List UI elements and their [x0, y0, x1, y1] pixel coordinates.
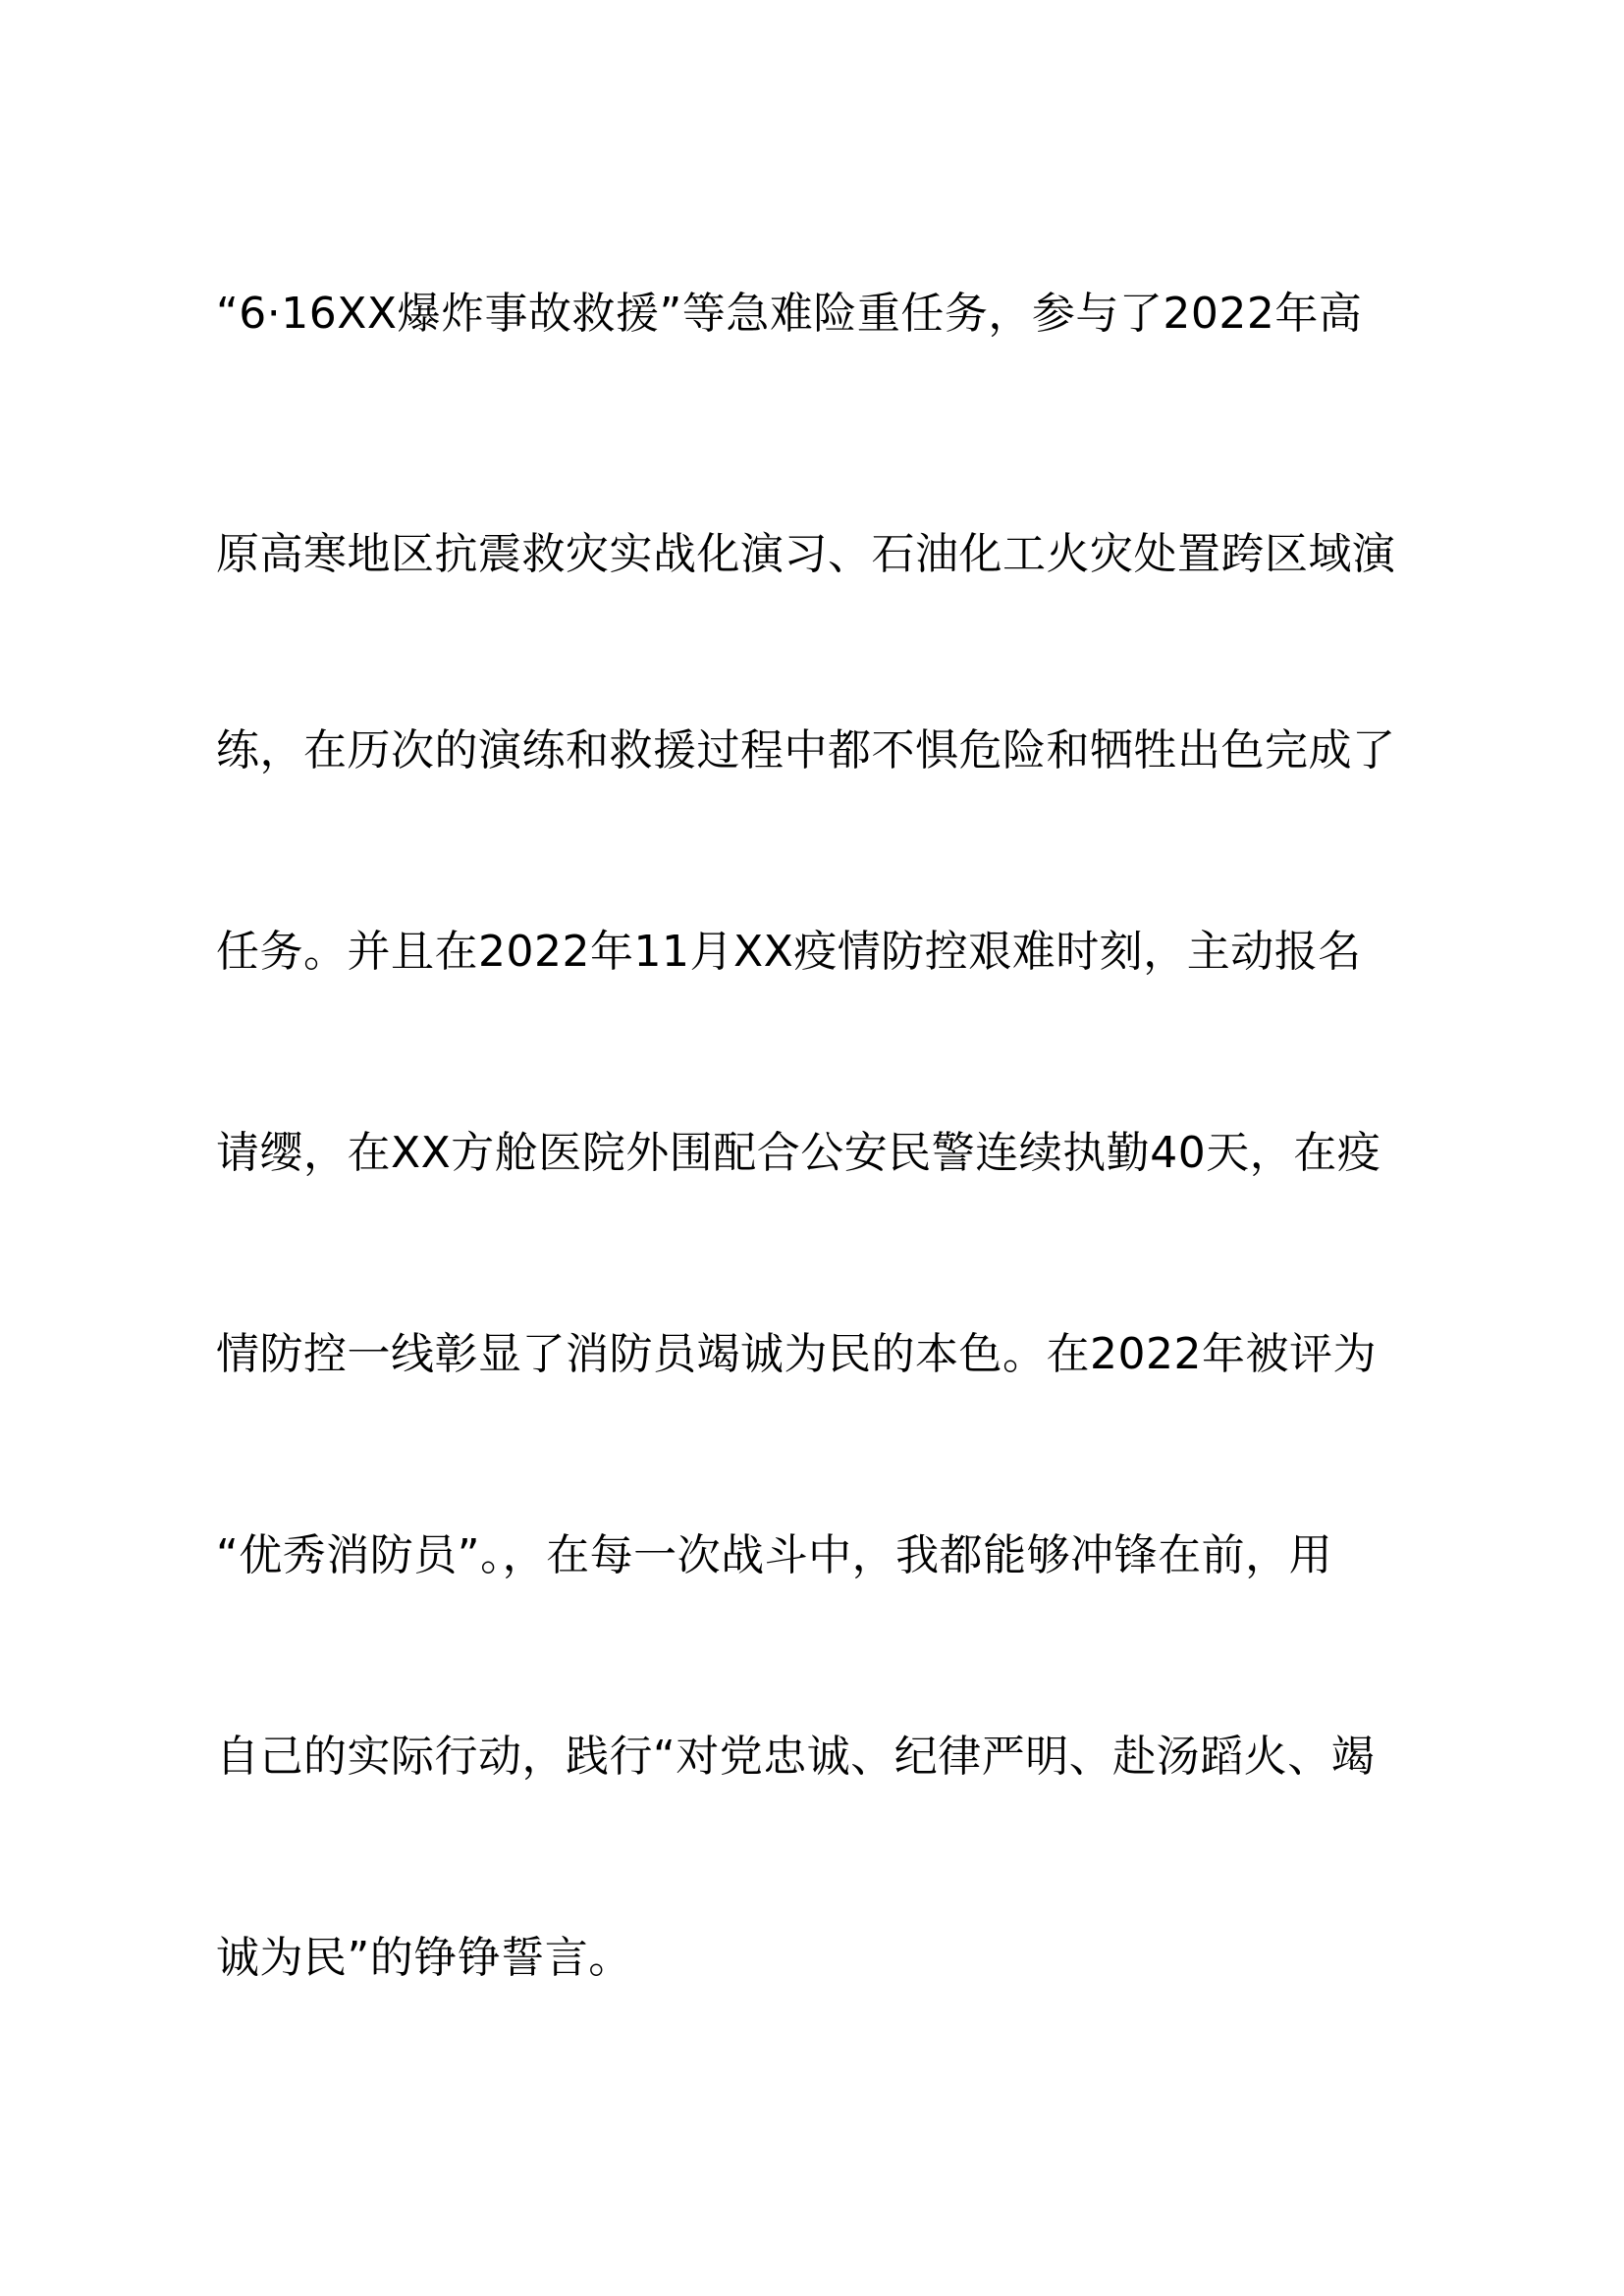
text-line: 任务。并且在2022年11月XX疫情防控艰难时刻，主动报名 — [216, 927, 1362, 977]
text-line: 情防控一线彰显了消防员竭诚为民的本色。在2022年被评为 — [216, 1329, 1377, 1379]
text-line: “6·16XX爆炸事故救援”等急难险重任务，参与了2022年高 — [216, 289, 1363, 339]
text-line: 练，在历次的演练和救援过程中都不惧危险和牺牲出色完成了 — [216, 725, 1396, 775]
text-line: 诚为民”的铮铮誓言。 — [216, 1933, 632, 1983]
text-line: 请缨，在XX方舱医院外围配合公安民警连续执勤40天，在疫 — [216, 1128, 1381, 1178]
text-line: 原高寒地区抗震救灾实战化演习、石油化工火灾处置跨区域演 — [216, 529, 1396, 579]
text-line: 自己的实际行动，践行“对党忠诚、纪律严明、赴汤蹈火、竭 — [216, 1732, 1376, 1782]
text-line: “优秀消防员”。，在每一次战斗中，我都能够冲锋在前，用 — [216, 1530, 1333, 1580]
